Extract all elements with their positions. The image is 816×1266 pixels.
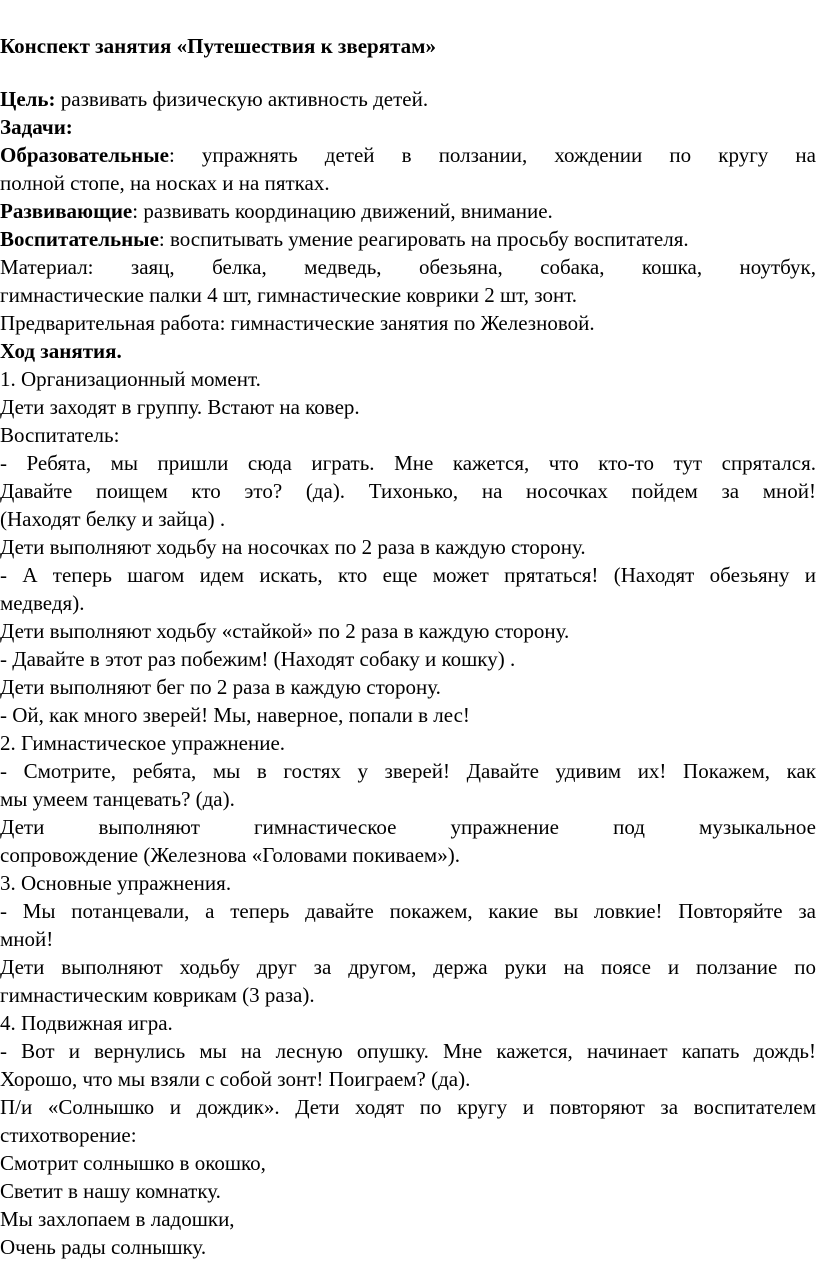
course-line: 1. Организационный момент. — [0, 367, 261, 391]
task-developing-text: : развивать координацию движений, внимание. — [132, 199, 553, 223]
task-upbringing-label: Воспитательные — [0, 227, 159, 251]
course-line: мной! — [0, 927, 54, 951]
course-line: (Находят белку и зайца) . — [0, 507, 226, 531]
course-line: Давайте поищем кто это? (да). Тихонько, на носочках пойдем за мной! — [0, 479, 816, 503]
course-line: сопровождение (Железнова «Головами покиваем»). — [0, 843, 460, 867]
course-line: 3. Основные упражнения. — [0, 871, 232, 895]
course-line: - Ребята, мы пришли сюда играть. Мне кажется, что кто-то тут спрятался. — [0, 451, 816, 475]
poem-line: Смотрит солнышко в окошко, — [0, 1151, 266, 1175]
tasks-heading: Задачи: — [0, 115, 73, 139]
task-educational-label: Образовательные — [0, 143, 169, 167]
course-heading: Ход занятия. — [0, 339, 122, 363]
course-line: - Давайте в этот раз побежим! (Находят собаку и кошку) . — [0, 647, 516, 671]
course-line: Дети выполняют бег по 2 раза в каждую сторону. — [0, 675, 441, 699]
task-upbringing-text: : воспитывать умение реагировать на просьбу воспитателя. — [158, 227, 689, 251]
course-line: Дети выполняют ходьбу на носочках по 2 раза в каждую сторону. — [0, 535, 586, 559]
course-line: Дети выполняют ходьбу «стайкой» по 2 раза в каждую сторону. — [0, 619, 570, 643]
course-line: - А теперь шагом идем искать, кто еще может прятаться! (Находят обезьяну и — [0, 563, 816, 587]
task-developing-line — [0, 197, 816, 225]
course-line: гимнастическим коврикам (3 раза). — [0, 983, 315, 1007]
preliminary-work-line: Предварительная работа: гимнастические занятия по Железновой. — [0, 311, 595, 335]
course-line: стихотворение: — [0, 1123, 137, 1147]
goal-text: развивать физическую активность детей. — [55, 87, 429, 111]
course-line: 2. Гимнастическое упражнение. — [0, 731, 286, 755]
course-line: - Смотрите, ребята, мы в гостях у зверей! Давайте удивим их! Покажем, как — [0, 759, 816, 783]
task-educational-line2: полной стопе, на носках и на пятках. — [0, 171, 330, 195]
poem-line: Мы захлопаем в ладошки, — [0, 1207, 235, 1231]
course-line: - Мы потанцевали, а теперь давайте покажем, какие вы ловкие! Повторяйте за — [0, 899, 816, 923]
document-body — [0, 85, 816, 1261]
course-line: 4. Подвижная игра. — [0, 1011, 173, 1035]
document-title: Конспект занятия «Путешествия к зверятам» — [0, 34, 436, 58]
task-educational-text: : упражнять детей в ползании, хождении по кругу на — [168, 143, 816, 167]
course-line: П/и «Солнышко и дождик». Дети ходят по кругу и повторяют за воспитателем — [0, 1095, 816, 1119]
course-line: мы умеем танцевать? (да). — [0, 787, 235, 811]
material-line1: Материал: заяц, белка, медведь, обезьяна, собака, кошка, ноутбук, — [0, 255, 816, 279]
goal-line — [0, 85, 816, 113]
material-line2: гимнастические палки 4 шт, гимнастические коврики 2 шт, зонт. — [0, 283, 578, 307]
task-upbringing-line — [0, 225, 816, 253]
poem-line: Светит в нашу комнатку. — [0, 1179, 221, 1203]
course-line: Дети выполняют ходьбу друг за другом, держа руки на поясе и ползание по — [0, 955, 816, 979]
course-line: Дети заходят в группу. Встают на ковер. — [0, 395, 360, 419]
course-line: медведя). — [0, 591, 85, 615]
course-line: - Ой, как много зверей! Мы, наверное, попали в лес! — [0, 703, 470, 727]
course-line: Дети выполняют гимнастическое упражнение под музыкальное — [0, 815, 816, 839]
course-line: Хорошо, что мы взяли с собой зонт! Поиграем? (да). — [0, 1067, 471, 1091]
task-developing-label: Развивающие — [0, 199, 133, 223]
course-line: - Вот и вернулись мы на лесную опушку. Мне кажется, начинает капать дождь! — [0, 1039, 816, 1063]
task-educational-line1 — [0, 141, 816, 169]
poem-line: Очень рады солнышку. — [0, 1235, 207, 1259]
course-line: Воспитатель: — [0, 423, 120, 447]
goal-label: Цель: — [0, 87, 56, 111]
